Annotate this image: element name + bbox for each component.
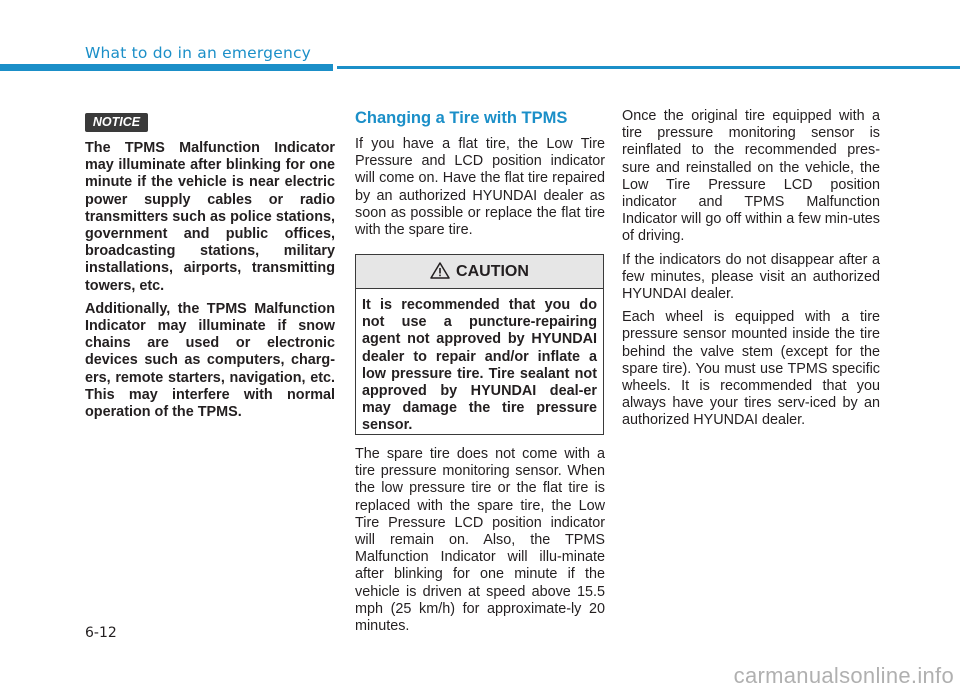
- right-column: [622, 108, 880, 436]
- notice-body: [85, 140, 335, 427]
- caution-title: CAUTION: [456, 262, 529, 280]
- watermark: carmanualsonline.info: [733, 663, 954, 688]
- right-paragraph: If the indicators do not disappear after a few minutes, please visit an authorized HYUNDAI dealer.: [622, 251, 880, 303]
- header-bar-accent: [0, 64, 333, 71]
- page-number: 6-12: [85, 625, 117, 641]
- caution-text: It is recommended that you do not use a puncture-repairing agent not approved by HYUNDAI dealer to repair and/or inflate a low pressure tire. Tire sealant not approved by HYUNDAI deal-er may damage the tire pressure sensor.: [362, 297, 597, 434]
- notice-paragraph: Additionally, the TPMS Malfunction Indicator may illuminate if snow chains are used or electronic devices such as computers, charg-ers, remote starters, navigation, etc. This may interfere with normal operation of the TPMS.: [85, 300, 335, 421]
- section-heading: Changing a Tire with TPMS: [355, 109, 568, 127]
- notice-paragraph: The TPMS Malfunction Indicator may illuminate after blinking for one minute if the vehicle is near electric power supply cables or radio transmitters such as police stations, government and public offices, broadcasting stations, military installations, airports, transmitting towers, etc.: [85, 140, 335, 294]
- notice-badge: NOTICE: [85, 113, 148, 132]
- section-title: What to do in an emergency: [85, 44, 312, 62]
- warning-triangle-icon: [430, 262, 450, 279]
- caution-box: [355, 254, 604, 435]
- intro-paragraph: If you have a flat tire, the Low Tire Pressure and LCD position indicator will come on. Have the flat tire repaired by an authorized HYUNDAI dealer as soon as possible or replace the flat tire with the spare tire.: [355, 136, 605, 239]
- right-paragraph: Once the original tire equipped with a tire pressure monitoring sensor is reinflated to the recommended pres-sure and reinstalled on the vehicle, the Low Tire Pressure LCD position indicator and TPMS Malfunction Indicator will go off within a few min-utes of driving.: [622, 108, 880, 245]
- header-rule: [337, 66, 960, 69]
- spare-tire-column: [355, 446, 605, 641]
- caution-header: [356, 255, 603, 289]
- intro-column: [355, 136, 605, 245]
- spare-tire-paragraph: The spare tire does not come with a tire pressure monitoring sensor. When the low pressure tire or the flat tire is replaced with the spare tire, the Low Tire Pressure LCD position indicator will remain on. Also, the TPMS Malfunction Indicator will illu-minate after blinking for one minute if the vehicle is driven at speed above 15.5 mph (25 km/h) for approximate-ly 20 minutes.: [355, 446, 605, 635]
- right-paragraph: Each wheel is equipped with a tire pressure sensor mounted inside the tire behind the valve stem (except for the spare tire). You must use TPMS specific wheels. It is recommended that you always have your tires serv-iced by an authorized HYUNDAI dealer.: [622, 309, 880, 429]
